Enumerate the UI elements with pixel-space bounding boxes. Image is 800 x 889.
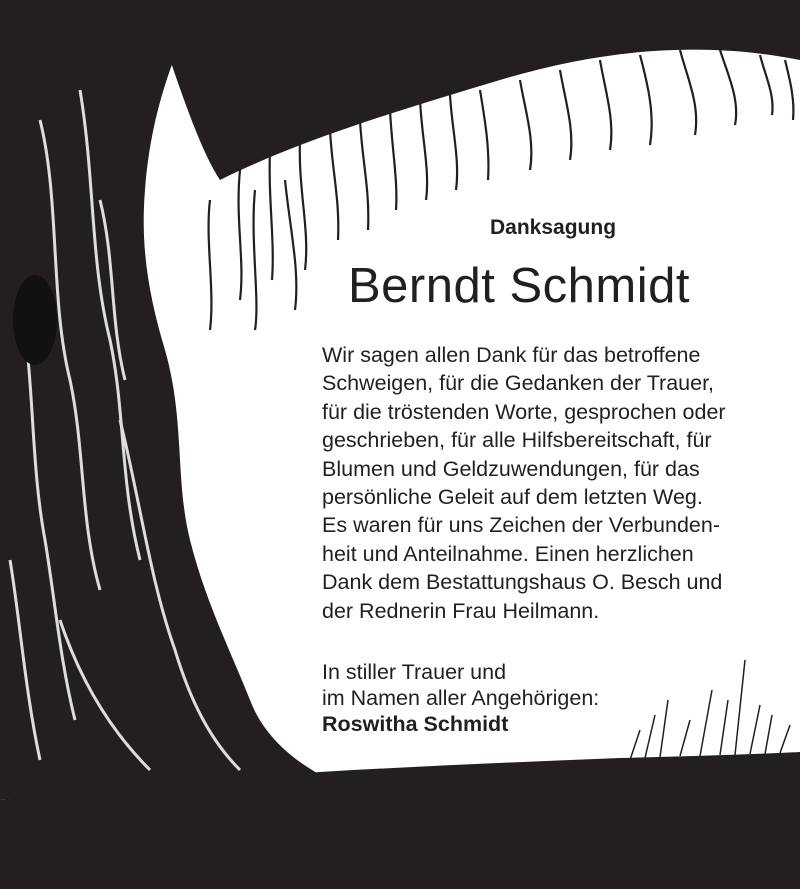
message-line: geschrieben, für alle Hilfsbereitschaft, für	[322, 428, 712, 453]
message-line: der Rednerin Frau Heilmann.	[322, 598, 600, 623]
deceased-name: Berndt Schmidt	[348, 259, 690, 313]
closing-line: In stiller Trauer und	[322, 660, 507, 684]
message-line: persönliche Geleit auf dem letzten Weg.	[322, 485, 703, 510]
message-line: für die tröstenden Worte, gesprochen oder	[322, 399, 726, 424]
signer-name: Roswitha Schmidt	[322, 712, 509, 736]
closing-block	[322, 659, 599, 737]
message-line: Wir sagen allen Dank für das betroffene	[322, 343, 701, 367]
trunk-hollow	[13, 275, 57, 365]
message-line: Schweigen, für die Gedanken der Trauer,	[322, 371, 715, 396]
message-line: Blumen und Geldzuwendungen, für das	[322, 456, 700, 481]
message-line: Es waren für uns Zeichen der Verbunden-	[322, 513, 720, 538]
notice-heading: Danksagung	[490, 216, 617, 239]
closing-line: im Namen aller Angehörigen:	[322, 686, 600, 710]
main-branch	[150, 0, 800, 180]
message-line: heit und Anteilnahme. Einen herzlichen	[322, 541, 694, 566]
message-line: Dank dem Bestattungshaus O. Besch und	[322, 570, 723, 595]
thanks-message	[322, 341, 726, 625]
heading-container	[490, 216, 616, 240]
grass-blades	[630, 660, 790, 760]
